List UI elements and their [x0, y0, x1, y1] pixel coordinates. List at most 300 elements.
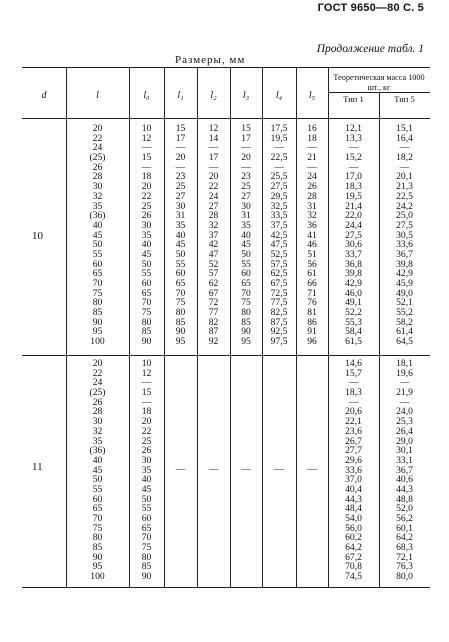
table-cell: 37,0: [345, 474, 362, 486]
table-cell: 37: [208, 229, 219, 241]
table-cell: 85: [241, 316, 251, 328]
table-cell: 27,7: [345, 445, 362, 457]
table-cell: 82,5: [270, 307, 288, 319]
section1-l-column: [66, 124, 129, 347]
table-cell: 50: [141, 493, 152, 505]
table-cell: 14,6: [345, 358, 362, 369]
table-cell: 20: [92, 358, 103, 369]
section2-l3-dash: —: [241, 464, 251, 475]
table-cell: —: [141, 142, 152, 154]
table-cell: 47,5: [270, 239, 288, 251]
table-cell: 32: [92, 190, 103, 202]
table-cell: —: [348, 377, 359, 389]
table-cell: 23,6: [345, 425, 362, 437]
table-cell: (36): [89, 210, 106, 222]
table-cell: 20: [208, 171, 219, 183]
table-cell: —: [348, 396, 359, 408]
table-cell: 55: [92, 248, 103, 260]
table-cell: 25: [175, 181, 186, 193]
table-cell: 15: [241, 123, 251, 134]
table-cell: —: [141, 161, 152, 173]
table-cell: 22: [141, 190, 152, 202]
table-cell: 35: [92, 200, 103, 212]
table-cell: 62: [208, 278, 219, 289]
table-cell: 91: [307, 326, 317, 338]
table-cell: 52,5: [270, 248, 288, 260]
table-cell: 42,9: [396, 268, 413, 280]
col-header-type1: Тип 1: [343, 94, 364, 104]
table-cell: 25,0: [396, 210, 413, 222]
table-cell: 72,1: [396, 551, 413, 563]
table-header-rule: [22, 118, 430, 119]
table-cell: 33,1: [396, 454, 413, 466]
table-cell: 25: [141, 200, 152, 212]
table-cell: 56: [307, 258, 317, 270]
standard-header: ГОСТ 9650—80 С. 5: [317, 2, 424, 14]
table-cell: 80,0: [396, 571, 413, 583]
table-cell: 17,5: [270, 123, 288, 134]
table-cell: 46: [307, 239, 317, 251]
table-cell: 32: [208, 219, 219, 231]
section2-type5-column: [379, 359, 430, 582]
table-cell: 41: [307, 229, 317, 241]
table-cell: 52,2: [345, 307, 362, 319]
table-cell: 31: [175, 210, 186, 222]
table-cell: 70: [141, 532, 152, 544]
table-cell: 25,3: [396, 416, 413, 428]
table-cell: 85: [141, 561, 152, 573]
table-cell: 55,2: [396, 307, 413, 319]
table-cell: 100: [90, 336, 105, 348]
table-cell: 57,5: [270, 258, 288, 270]
table-cell: 40: [92, 219, 103, 231]
section1-l1-column: [164, 124, 197, 347]
table-cell: 30: [175, 200, 186, 212]
table-cell: 64,2: [396, 532, 413, 544]
table-cell: 50: [141, 258, 152, 270]
table-cell: 24,2: [396, 200, 413, 212]
table-cell: 92,5: [270, 326, 288, 338]
table-cell: 90: [92, 551, 103, 563]
table-cell: 10: [141, 123, 152, 134]
table-cell: 45: [141, 248, 152, 260]
col-header-mass: Теоретическая масса 1000 шт., кг: [333, 73, 425, 92]
table-cell: 95: [175, 336, 186, 348]
table-cell: 47: [208, 248, 219, 260]
table-cell: —: [274, 142, 284, 154]
table-cell: 31: [307, 200, 317, 212]
table-cell: 95: [92, 326, 103, 338]
table-cell: 21,9: [396, 387, 413, 399]
table-cell: 40: [141, 474, 152, 486]
table-cell: 52,0: [396, 503, 413, 515]
table-cell: 67: [208, 287, 219, 299]
table-cell: 15,2: [345, 152, 362, 164]
table-cell: 52,1: [396, 297, 413, 309]
table-cell: 80: [92, 297, 103, 309]
table-cell: 40,4: [345, 483, 362, 495]
table-cell: 67,2: [345, 551, 362, 563]
table-cell: 12: [141, 132, 152, 144]
table-cell: 81: [307, 307, 317, 319]
table-cell: 40,6: [396, 474, 413, 486]
table-cell: 90: [92, 316, 103, 328]
table-cell: 24: [208, 190, 219, 202]
table-cell: 57: [208, 268, 219, 280]
table-cell: 45: [141, 483, 152, 495]
table-cell: 35: [141, 464, 152, 476]
table-cell: 12,1: [345, 123, 362, 134]
table-cell: 26,7: [345, 435, 362, 447]
table-cell: 55: [92, 483, 103, 495]
table-cell: 70: [175, 287, 186, 299]
section1-l3-column: [230, 124, 262, 347]
table-cell: 24,4: [345, 219, 362, 231]
table-bottom-rule: [22, 587, 430, 588]
table-cell: 55,3: [345, 316, 362, 328]
table-cell: 30,5: [396, 229, 413, 241]
section2-d-value: 11: [32, 461, 43, 473]
table-cell: 26: [141, 210, 152, 222]
table-cell: 80: [175, 307, 186, 319]
table-cell: 45: [92, 464, 103, 476]
table-cell: 18: [141, 406, 152, 418]
table-cell: 55: [175, 258, 186, 270]
table-cell: 42: [208, 239, 219, 251]
col-header-l3: l₃: [242, 90, 250, 101]
col-header-d: d: [41, 90, 47, 101]
table-cell: —: [348, 142, 359, 154]
table-cell: 50: [175, 248, 186, 260]
table-cell: 96: [307, 336, 317, 348]
table-cell: 25: [141, 435, 152, 447]
table-cell: 15,7: [345, 367, 362, 379]
table-cell: 60: [241, 268, 251, 280]
table-cell: 85: [92, 542, 103, 554]
table-cell: 95: [92, 561, 103, 573]
table-cell: 20,1: [396, 171, 413, 183]
table-cell: 20: [241, 152, 251, 164]
table-cell: 76: [307, 297, 317, 309]
table-cell: 33,5: [270, 210, 288, 222]
table-cell: 60: [92, 493, 103, 505]
table-cell: 70: [92, 278, 103, 289]
table-cell: 17: [208, 152, 219, 164]
table-top-rule: [22, 67, 430, 68]
table-cell: 48,8: [396, 493, 413, 505]
table-cell: 33,6: [345, 464, 362, 476]
section2-l0-column: [129, 359, 164, 582]
table-cell: 80: [92, 532, 103, 544]
table-cell: 70: [92, 513, 103, 524]
table-cell: 30: [241, 200, 251, 212]
table-cell: 22: [208, 181, 219, 193]
col-header-l2: l₂: [210, 90, 217, 101]
table-cell: 60: [175, 268, 186, 280]
table-cell: 42,9: [345, 278, 362, 289]
table-cell: —: [307, 161, 317, 173]
table-cell: 44,3: [345, 493, 362, 505]
table-cell: 24,0: [396, 406, 413, 418]
table-cell: 44,3: [396, 483, 413, 495]
table-cell: 21,3: [396, 181, 413, 193]
table-cell: 28: [92, 171, 103, 183]
table-cell: 20: [175, 152, 186, 164]
sizes-caption: Размеры, мм: [175, 54, 246, 66]
table-cell: —: [175, 161, 186, 173]
table-cell: —: [141, 377, 152, 389]
table-cell: 26: [307, 181, 317, 193]
table-cell: 28: [307, 190, 317, 202]
table-cell: 30,1: [396, 445, 413, 457]
table-cell: 67,5: [270, 278, 288, 289]
section1-d-value: 10: [32, 230, 43, 242]
table-cell: —: [399, 161, 410, 173]
table-cell: 80: [241, 307, 251, 319]
table-cell: —: [175, 142, 186, 154]
table-cell: 18: [141, 171, 152, 183]
table-cell: 75: [141, 542, 152, 554]
table-cell: 55: [141, 268, 152, 280]
table-cell: 22,5: [396, 190, 413, 202]
table-cell: 87: [208, 326, 219, 338]
table-cell: 60,2: [345, 532, 362, 544]
table-cell: 45: [241, 239, 251, 251]
table-cell: 18,1: [396, 358, 413, 369]
table-cell: 24: [307, 171, 317, 183]
table-cell: 19,5: [345, 190, 362, 202]
table-cell: 71: [307, 287, 317, 299]
table-cell: 36,8: [345, 258, 362, 270]
table-cell: 16: [307, 123, 317, 134]
table-cell: 40: [92, 454, 103, 466]
section2-type1-column: [328, 359, 379, 582]
table-cell: 31: [241, 210, 251, 222]
table-cell: 80: [141, 551, 152, 563]
table-cell: 18,3: [345, 181, 362, 193]
table-cell: 22: [92, 132, 103, 144]
table-cell: 61,5: [345, 336, 362, 348]
table-cell: 26,4: [396, 425, 413, 437]
table-cell: 49,0: [396, 287, 413, 299]
table-cell: 13,3: [345, 132, 362, 144]
table-cell: 19,6: [396, 367, 413, 379]
col-header-type5: Тип 5: [394, 94, 415, 104]
table-cell: 39,8: [345, 268, 362, 280]
table-cell: —: [399, 377, 410, 389]
table-cell: 65: [175, 278, 186, 289]
table-cell: 48,4: [345, 503, 362, 515]
table-cell: 20: [141, 181, 152, 193]
table-cell: 56,0: [345, 522, 362, 534]
table-cell: 26: [141, 445, 152, 457]
table-cell: 37,5: [270, 219, 288, 231]
table-cell: 74,5: [345, 571, 362, 583]
table-cell: 18,2: [396, 152, 413, 164]
table-cell: —: [399, 142, 410, 154]
table-cell: 61: [307, 268, 317, 280]
table-cell: 24: [92, 142, 103, 154]
section2-l2-dash: —: [208, 464, 219, 475]
table-cell: 30,6: [345, 239, 362, 251]
table-cell: 86: [307, 316, 317, 328]
table-cell: 17: [241, 132, 251, 144]
table-cell: 87,5: [270, 316, 288, 328]
section1-type5-column: [379, 124, 430, 347]
table-cell: 19,5: [270, 132, 288, 144]
table-cell: 66: [307, 278, 317, 289]
table-cell: 100: [90, 571, 105, 583]
section1-type1-column: [328, 124, 379, 347]
table-cell: 18,3: [345, 387, 362, 399]
table-cell: 22: [92, 367, 103, 379]
table-cell: 21: [307, 152, 317, 164]
table-cell: 65: [141, 287, 152, 299]
table-cell: (25): [89, 387, 106, 399]
table-cell: 52: [208, 258, 219, 270]
table-cell: 20: [141, 416, 152, 428]
table-cell: 22,5: [270, 152, 288, 164]
table-cell: 60: [141, 278, 152, 289]
table-cell: 49,1: [345, 297, 362, 309]
table-cell: 70: [141, 297, 152, 309]
table-cell: (36): [89, 445, 106, 457]
section1-l5-column: [296, 124, 328, 347]
table-cell: 70,8: [345, 561, 362, 573]
table-cell: 40: [241, 229, 251, 241]
table-cell: —: [241, 142, 251, 154]
table-cell: 30: [141, 454, 152, 466]
table-cell: 28: [208, 210, 219, 222]
table-cell: (25): [89, 152, 106, 164]
table-cell: —: [141, 396, 152, 408]
table-cell: 75: [92, 287, 103, 299]
col-header-l4: l₄: [275, 90, 283, 101]
table-cell: 60,1: [396, 522, 413, 534]
table-cell: 29,5: [270, 190, 288, 202]
table-cell: 54,0: [345, 513, 362, 524]
table-cell: 27,5: [396, 219, 413, 231]
table-cell: 68,3: [396, 542, 413, 554]
table-cell: 24: [92, 377, 103, 389]
table-cell: 92: [208, 336, 219, 348]
table-cell: —: [208, 161, 219, 173]
table-cell: 85: [175, 316, 186, 328]
table-cell: 30: [92, 181, 103, 193]
table-cell: 45: [92, 229, 103, 241]
table-cell: 58,4: [345, 326, 362, 338]
section2-l5-dash: —: [307, 464, 317, 475]
table-cell: 33,7: [345, 248, 362, 260]
table-cell: 90: [241, 326, 251, 338]
table-cell: 16,4: [396, 132, 413, 144]
table-cell: 32,5: [270, 200, 288, 212]
table-cell: 27,5: [345, 229, 362, 241]
table-cell: 40: [141, 239, 152, 251]
table-cell: 61,4: [396, 326, 413, 338]
table-cell: —: [274, 161, 284, 173]
table-cell: 27: [175, 190, 186, 202]
table-cell: 76,3: [396, 561, 413, 573]
table-cell: 72,5: [270, 287, 288, 299]
table-cell: 22: [141, 425, 152, 437]
table-cell: 18: [307, 132, 317, 144]
table-cell: 50: [92, 474, 103, 486]
table-cell: 25,5: [270, 171, 288, 183]
table-cell: 26: [92, 161, 103, 173]
table-cell: —: [208, 142, 219, 154]
table-cell: 35: [141, 229, 152, 241]
table-cell: 85: [141, 326, 152, 338]
table-cell: 77: [208, 307, 219, 319]
table-cell: 65: [92, 503, 103, 515]
table-cell: —: [307, 142, 317, 154]
table-cell: 82: [208, 316, 219, 328]
table-cell: 15: [175, 123, 186, 134]
table-cell: 29,0: [396, 435, 413, 447]
table-cell: 45: [175, 239, 186, 251]
col-header-l1: l₁: [177, 90, 184, 101]
table-cell: 22,1: [345, 416, 362, 428]
table-cell: 15: [141, 152, 152, 164]
table-cell: 10: [141, 358, 152, 369]
table-cell: 90: [141, 571, 152, 583]
table-cell: 64,5: [396, 336, 413, 348]
table-cell: 55: [141, 503, 152, 515]
table-cell: 39,8: [396, 258, 413, 270]
table-cell: 80: [141, 316, 152, 328]
section2-l1-dash: —: [175, 464, 186, 475]
table-cell: 15: [141, 387, 152, 399]
table-cell: 75: [175, 297, 186, 309]
section2-l4-dash: —: [274, 464, 284, 475]
table-cell: 60: [92, 258, 103, 270]
table-cell: 30: [92, 416, 103, 428]
section1-l2-column: [197, 124, 230, 347]
table-cell: 58,2: [396, 316, 413, 328]
table-cell: 56,2: [396, 513, 413, 524]
table-cell: 75: [141, 307, 152, 319]
table-cell: 23: [175, 171, 186, 183]
table-cell: 36: [307, 219, 317, 231]
table-cell: 50: [241, 248, 251, 260]
table-cell: 65: [141, 522, 152, 534]
table-cell: 23: [241, 171, 251, 183]
table-cell: 12: [141, 367, 152, 379]
table-cell: —: [241, 161, 251, 173]
table-cell: —: [348, 161, 359, 173]
table-cell: 21,4: [345, 200, 362, 212]
table-cell: 50: [92, 239, 103, 251]
section1-l4-column: [262, 124, 296, 347]
table-cell: 32: [307, 210, 317, 222]
table-cell: 35: [241, 219, 251, 231]
table-cell: 77,5: [270, 297, 288, 309]
table-cell: 36,7: [396, 464, 413, 476]
table-cell: —: [399, 396, 410, 408]
table-cell: 17,0: [345, 171, 362, 183]
table-cell: 90: [175, 326, 186, 338]
table-cell: 36,7: [396, 248, 413, 260]
table-cell: 60: [141, 513, 152, 524]
table-cell: 26: [92, 396, 103, 408]
col-header-l5: l₅: [308, 90, 316, 101]
table-cell: 42,5: [270, 229, 288, 241]
table-continuation-caption: Продолжение табл. 1: [316, 43, 424, 55]
col-header-l0: l₀: [143, 90, 150, 101]
table-cell: 95: [241, 336, 251, 348]
table-cell: 12: [208, 123, 219, 134]
